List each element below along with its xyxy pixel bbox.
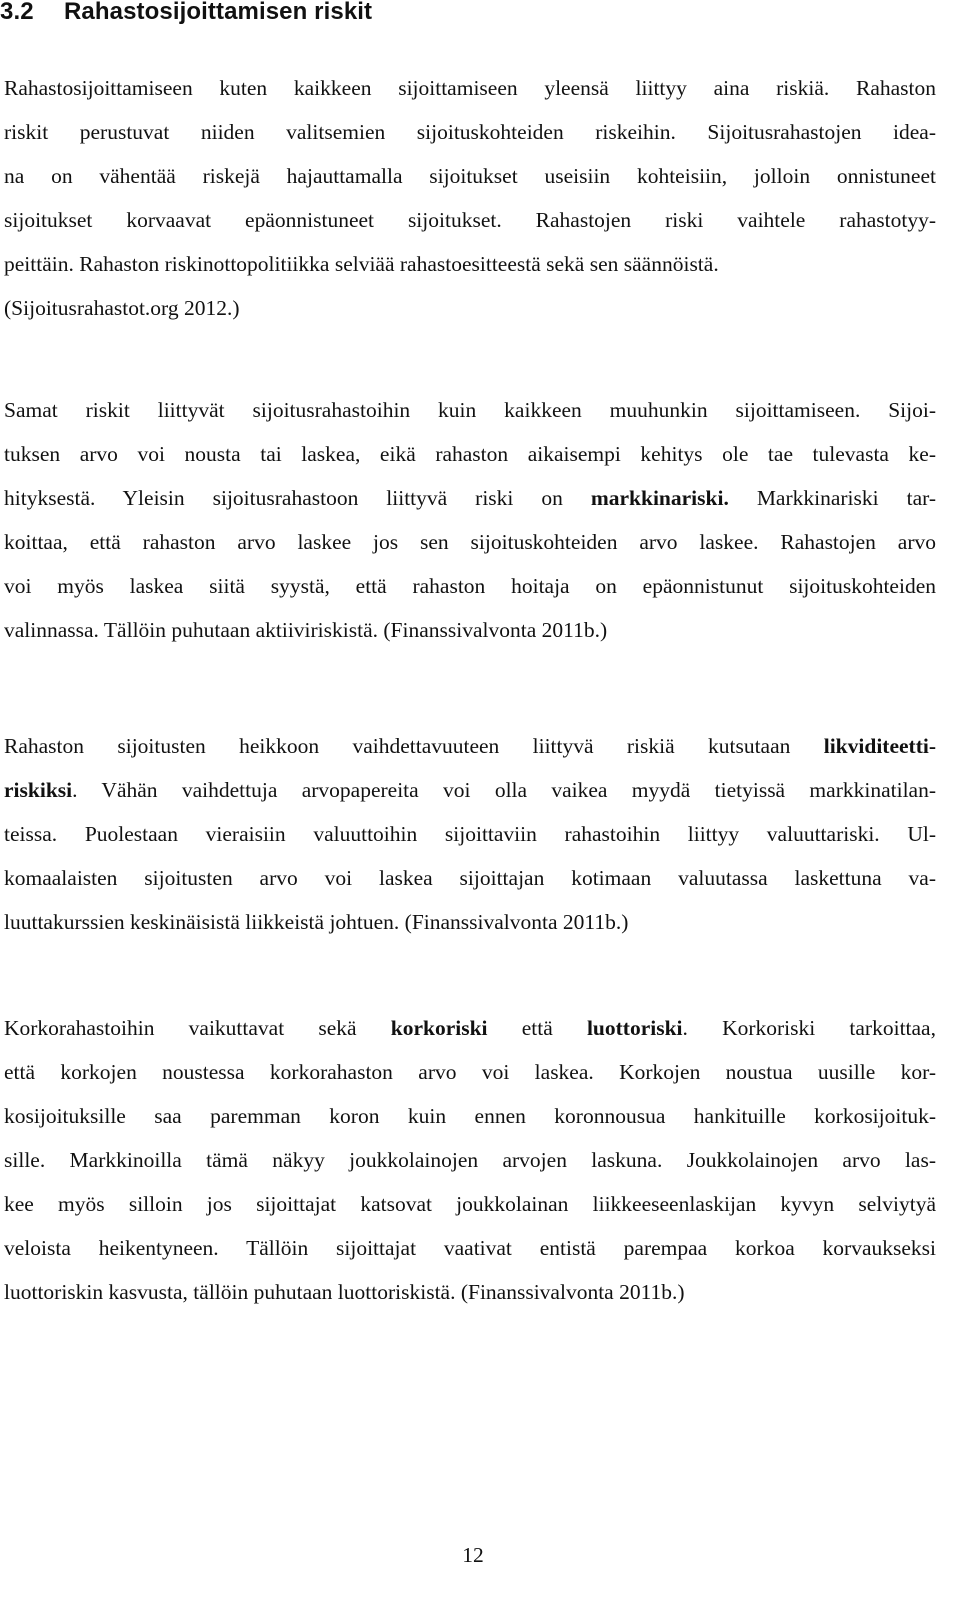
text-line: riskit perustuvat niiden valitsemien sijoituskohteiden riskeihin. Sijoitusrahastojen idea- bbox=[4, 120, 936, 144]
section-title: Rahastosijoittamisen riskit bbox=[64, 0, 373, 25]
paragraph-4 bbox=[4, 1006, 936, 1314]
paragraph-2 bbox=[4, 388, 936, 652]
text-line: Rahaston sijoitusten heikkoon vaihdettavuuteen liittyvä riskiä kutsutaan likviditeetti- bbox=[4, 734, 936, 758]
text-line: kee myös silloin jos sijoittajat katsovat joukkolainan liikkeeseenlaskijan kyvyn selviytyä bbox=[4, 1192, 936, 1216]
text-line: luottoriskin kasvusta, tällöin puhutaan luottoriskistä. (Finanssivalvonta 2011b.) bbox=[4, 1280, 685, 1304]
paragraph-1 bbox=[4, 66, 936, 330]
text-line: Rahastosijoittamiseen kuten kaikkeen sijoittamiseen yleensä liittyy aina riskiä. Rahaston bbox=[4, 76, 936, 100]
page-number: 12 bbox=[462, 1543, 484, 1567]
text-line: että korkojen noustessa korkorahaston arvo voi laskea. Korkojen noustua uusille kor- bbox=[4, 1060, 936, 1084]
paragraph-3 bbox=[4, 724, 936, 944]
text-line: (Sijoitusrahastot.org 2012.) bbox=[4, 296, 240, 320]
text-line: veloista heikentyneen. Tällöin sijoittajat vaativat entistä parempaa korkoa korvaukseksi bbox=[4, 1236, 936, 1260]
text-line: voi myös laskea siitä syystä, että rahaston hoitaja on epäonnistunut sijoituskohteiden bbox=[4, 574, 936, 598]
text-line: sille. Markkinoilla tämä näkyy joukkolainojen arvojen laskuna. Joukkolainojen arvo las- bbox=[4, 1148, 936, 1172]
term-markkinariski: markkinariski. bbox=[590, 486, 729, 510]
text-line: teissa. Puolestaan vieraisiin valuuttoihin sijoittaviin rahastoihin liittyy valuuttariski. Ul- bbox=[4, 822, 936, 846]
text-line: kosijoituksille saa paremman koron kuin ennen koronnousua hankituille korkosijoituk- bbox=[4, 1104, 936, 1128]
text-line: riskiksi. Vähän vaihdettuja arvopapereita voi olla vaikea myydä tietyissä markkinatilan- bbox=[4, 778, 936, 802]
text-line: Samat riskit liittyvät sijoitusrahastoihin kuin kaikkeen muuhunkin sijoittamiseen. Sijoi- bbox=[4, 398, 936, 422]
text-line: Korkorahastoihin vaikuttavat sekä korkoriski että luottoriski. Korkoriski tarkoittaa, bbox=[4, 1016, 936, 1040]
text-line: valinnassa. Tällöin puhutaan aktiiviriskistä. (Finanssivalvonta 2011b.) bbox=[4, 618, 608, 642]
section-number: 3.2 bbox=[0, 0, 34, 25]
term-likviditeettiriski-cont: riskiksi bbox=[4, 778, 73, 802]
text-line: hityksestä. Yleisin sijoitusrahastoon liittyvä riski on markkinariski. Markkinariski tar- bbox=[4, 486, 936, 510]
text-line: na on vähentää riskejä hajauttamalla sijoitukset useisiin kohteisiin, jolloin onnistuneet bbox=[4, 164, 936, 188]
text-line: tuksen arvo voi nousta tai laskea, eikä rahaston aikaisempi kehitys ole tae tulevasta ke- bbox=[4, 442, 936, 466]
text-line: peittäin. Rahaston riskinottopolitiikka selviää rahastoesitteestä sekä sen säännöistä. bbox=[4, 252, 719, 276]
term-luottoriski: luottoriski bbox=[586, 1016, 683, 1040]
text-line: sijoitukset korvaavat epäonnistuneet sijoitukset. Rahastojen riski vaihtele rahastotyy- bbox=[4, 208, 936, 232]
term-likviditeettiriski: likviditeetti- bbox=[823, 734, 936, 758]
text-line: komaalaisten sijoitusten arvo voi laskea sijoittajan kotimaan valuutassa laskettuna va- bbox=[4, 866, 936, 890]
section-heading bbox=[0, 0, 372, 30]
text-line: luuttakurssien keskinäisistä liikkeistä johtuen. (Finanssivalvonta 2011b.) bbox=[4, 910, 629, 934]
text-line: koittaa, että rahaston arvo laskee jos sen sijoituskohteiden arvo laskee. Rahastojen arvo bbox=[4, 530, 936, 554]
term-korkoriski: korkoriski bbox=[390, 1016, 488, 1040]
